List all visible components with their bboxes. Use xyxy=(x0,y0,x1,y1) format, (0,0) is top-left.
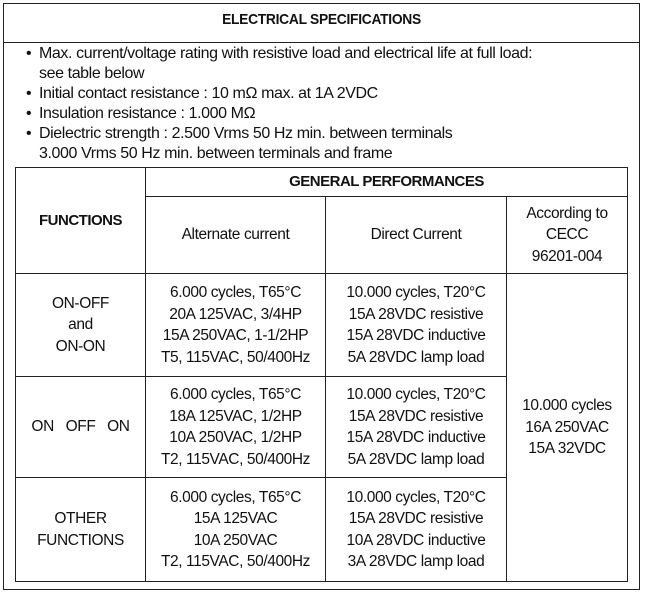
bullet-line: • Dielectric strength : 2.500 Vrms 50 Hz min. between terminals xyxy=(39,125,453,142)
cell-line: According to xyxy=(526,204,608,222)
cell-line: 96201-004 xyxy=(531,247,603,265)
title-divider xyxy=(4,42,639,43)
dc-cell xyxy=(326,478,507,582)
bullet-line: • Max. current/voltage rating with resistive load and electrical life at full load: xyxy=(39,45,533,62)
cell-line: FUNCTIONS xyxy=(37,531,124,549)
dc-cell xyxy=(326,377,507,478)
performance-table xyxy=(15,167,628,582)
function-cell xyxy=(16,478,146,582)
cell-line: 20A 125VAC, 3/4HP xyxy=(169,305,302,323)
ac-cell xyxy=(146,274,326,377)
table-row xyxy=(16,274,628,377)
cell-line: 15A 125VAC xyxy=(193,510,278,527)
cell-line: OTHER xyxy=(54,510,107,527)
cecc-header xyxy=(507,197,628,274)
cell-line: ON-OFF xyxy=(51,294,109,312)
cell-line: T2, 115VAC, 50/400Hz xyxy=(160,553,311,570)
cell-line: 10A 250VAC xyxy=(193,531,278,549)
cell-line: 15A 28VDC inductive xyxy=(346,429,486,446)
spec-bullet xyxy=(22,104,532,124)
bullet-line: • Insulation resistance : 1.000 MΩ xyxy=(39,105,256,122)
spec-bullet xyxy=(22,124,532,164)
dc-cell xyxy=(326,274,507,377)
cell-line: 10.000 cycles xyxy=(522,397,612,415)
spec-bullet xyxy=(22,44,532,84)
cecc-value xyxy=(507,274,628,582)
dc-header: Direct Current xyxy=(326,197,507,274)
cell-line: 15A 28VDC resistive xyxy=(348,407,484,425)
general-performances-header: GENERAL PERFORMANCES xyxy=(146,168,628,197)
cell-line: 15A 28VDC resistive xyxy=(348,510,484,527)
ac-cell xyxy=(146,377,326,478)
cell-line: 10.000 cycles, T20°C xyxy=(346,488,486,506)
section-title: ELECTRICAL SPECIFICATIONS xyxy=(222,11,421,28)
ac-header: Alternate current xyxy=(146,197,326,274)
bullet-line: see table below xyxy=(39,65,145,82)
cell-line: 5A 28VDC lamp load xyxy=(347,450,485,468)
function-cell xyxy=(16,274,146,377)
cell-line: 10.000 cycles, T20°C xyxy=(346,284,486,301)
cell-line: 18A 125VAC, 1/2HP xyxy=(169,407,302,425)
cell-line: ON-ON xyxy=(55,337,106,355)
cell-line: 15A 28VDC resistive xyxy=(348,305,484,323)
spec-bullets xyxy=(22,44,532,164)
cell-line: 6.000 cycles, T65°C xyxy=(170,386,301,403)
function-cell xyxy=(16,377,146,478)
cell-line: 15A 32VDC xyxy=(528,440,606,458)
ac-cell xyxy=(146,478,326,582)
cell-line: 3A 28VDC lamp load xyxy=(347,553,485,570)
cell-line: CECC xyxy=(545,226,589,244)
functions-header: FUNCTIONS xyxy=(16,168,146,274)
cell-line: 10A 250VAC, 1/2HP xyxy=(169,429,302,446)
cell-line: T2, 115VAC, 50/400Hz xyxy=(160,450,311,468)
cell-line: 10.000 cycles, T20°C xyxy=(346,386,486,403)
cell-line: ON OFF ON xyxy=(31,418,130,436)
cell-line: 5A 28VDC lamp load xyxy=(347,348,485,366)
spec-bullet xyxy=(22,84,532,104)
cell-line: 6.000 cycles, T65°C xyxy=(170,284,301,301)
bullet-line: • Initial contact resistance : 10 mΩ max. at 1A 2VDC xyxy=(39,85,378,102)
bullet-line: 3.000 Vrms 50 Hz min. between terminals and frame xyxy=(39,145,393,162)
cell-line: 15A 28VDC inductive xyxy=(346,327,486,344)
cell-line: 16A 250VAC xyxy=(525,418,609,436)
cell-line: and xyxy=(68,316,93,334)
cell-line: T5, 115VAC, 50/400Hz xyxy=(160,348,311,366)
cell-line: 10A 28VDC inductive xyxy=(346,531,486,549)
cell-line: 15A 250VAC, 1-1/2HP xyxy=(162,327,309,344)
cell-line: 6.000 cycles, T65°C xyxy=(170,488,301,506)
